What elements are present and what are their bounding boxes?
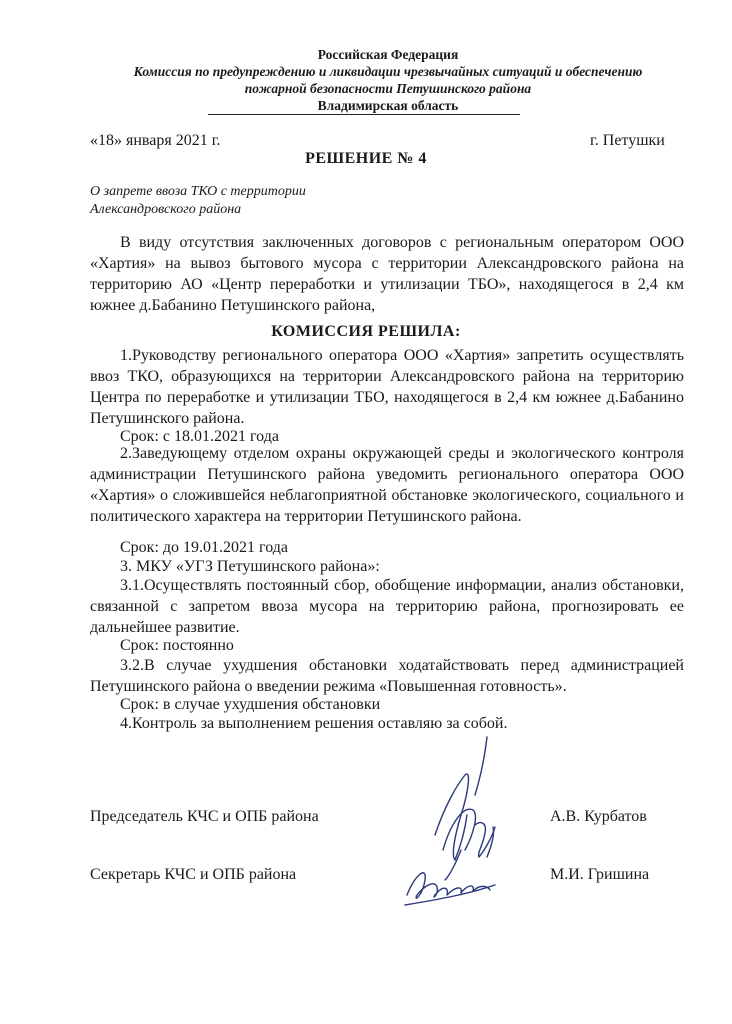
item-3-1: 3.1.Осуществлять постоянный сбор, обобщение информации, анализ обстановки, связанной с запретом ввоза мусора на территорию района, прогнозировать ее дальнейшее развитие. (90, 577, 684, 636)
document-place: г. Петушки (590, 132, 665, 149)
header-divider (208, 114, 520, 115)
item-3-1-deadline: Срок: постоянно (120, 637, 234, 654)
document-date: «18» января 2021 г. (90, 132, 221, 149)
handwritten-signatures (395, 735, 525, 920)
item-1-deadline: Срок: с 18.01.2021 года (120, 428, 279, 445)
commission-name-line2: пожарной безопасности Петушинского района (244, 81, 532, 96)
item-3-2-deadline: Срок: в случае ухудшения обстановки (120, 696, 381, 713)
document-header (90, 46, 686, 114)
secretary-name: М.И. Гришина (550, 866, 650, 883)
chair-role: Председатель КЧС и ОПБ района (90, 808, 319, 825)
item-4: 4.Контроль за выполнением решения оставляю за собой. (120, 715, 508, 732)
item-3: 3. МКУ «УГЗ Петушинского района»: (120, 558, 380, 575)
item-2: 2.Заведующему отделом охраны окружающей среды и экологического контроля администрации Петушинского района уведомить регионального оператора ООО «Хартия» о сложившейся неблагоприятной обстановке экологического, социального и политического характера на территории Петушинского района. (90, 445, 684, 525)
secretary-role: Секретарь КЧС и ОПБ района (90, 866, 297, 883)
region-name: Владимирская область (317, 98, 459, 113)
document-subject (90, 183, 390, 219)
commission-name-line1: Комиссия по предупреждению и ликвидации чрезвычайных ситуаций и обеспечению (133, 64, 643, 79)
item-1: 1.Руководству регионального оператора ООО «Хартия» запретить осуществлять ввоз ТКО, образующихся на территории Александровского района на территорию Центра по переработке и утилизации ТБО, находящегося в 2,4 км южнее д.Бабанино Петушинского района. (90, 347, 684, 427)
document-title: РЕШЕНИЕ № 4 (305, 150, 427, 167)
commission-decided-heading: КОМИССИЯ РЕШИЛА: (271, 323, 461, 340)
item-2-deadline: Срок: до 19.01.2021 года (120, 539, 288, 556)
intro-paragraph: В виду отсутствия заключенных договоров с региональным оператором ООО «Хартия» на вывоз бытового мусора с территории Александровского района на территорию АО «Центр переработки и утилизации ТБО», находящегося в 2,4 км южнее д.Бабанино Петушинского района, (90, 234, 684, 314)
subject-line2: Александровского района (90, 202, 242, 217)
subject-line1: О запрете ввоза ТКО с территории (90, 184, 306, 199)
chair-name: А.В. Курбатов (550, 808, 647, 825)
item-3-2: 3.2.В случае ухудшения обстановки ходатайствовать перед администрацией Петушинского района о введении режима «Повышенная готовность». (90, 657, 684, 695)
country-name: Российская Федерация (317, 47, 459, 62)
